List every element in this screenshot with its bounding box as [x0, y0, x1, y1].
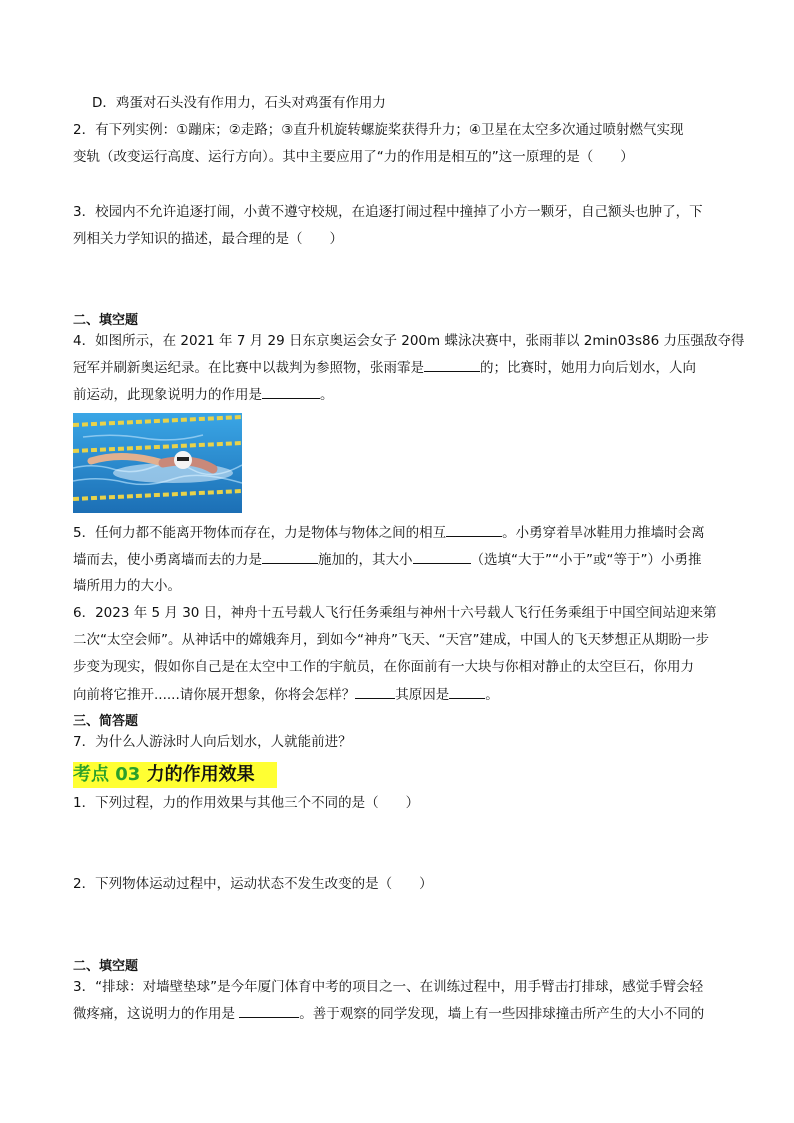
- q2b-stem: 2．下列物体运动过程中，运动状态不发生改变的是（ ）: [73, 876, 433, 892]
- q4-stem-line3: 前运动，此现象说明力的作用是 。: [73, 384, 744, 405]
- q3-stem-line1: 3．校园内不允许追逐打闹，小黄不遵守校规，在追逐打闹过程中撞掉了小方一颗牙，自己额头也肿了，下: [73, 204, 703, 220]
- q6-stem-line3: 步变为现实，假如你自己是在太空中工作的宇航员，在你面前有一大块与你相对静止的太空巨石，你用力: [73, 659, 694, 675]
- answer-blank[interactable]: [262, 384, 320, 399]
- q6-stem-line4: 向前将它推开......请你展开想象，你将会怎样？ 其原因是 。: [73, 684, 744, 705]
- q5-stem-line2: 墙而去，使小勇离墙而去的力是 施加的，其大小 （选填“大于”“小于”或“等于”）小勇推: [73, 549, 744, 570]
- answer-blank[interactable]: [355, 684, 395, 699]
- q5-stem-line1: 5．任何力都不能离开物体而存在，力是物体与物体之间的相互 。小勇穿着旱冰鞋用力推墙时会离: [73, 522, 744, 543]
- topic-title: 力的作用效果: [146, 764, 255, 785]
- swimmer-illustration: [73, 413, 242, 513]
- topic-key: 考点 03: [73, 764, 141, 785]
- answer-blank[interactable]: [424, 357, 480, 372]
- answer-blank[interactable]: [413, 549, 471, 564]
- q2-stem-line1: 2．有下列实例：①蹦床；②走路；③直升机旋转螺旋桨获得升力；④卫星在太空多次通过喷射燃气实现: [73, 122, 684, 138]
- q5-stem-line3: 墙所用力的大小。: [73, 578, 181, 594]
- q3b-stem-line1: 3．“排球：对墙壁垫球”是今年厦门体育中考的项目之一、在训练过程中，用手臂击打排球，感觉手臂会轻: [73, 979, 704, 995]
- q6-stem-line2: 二次“太空会师”。从神话中的嫦娥奔月，到如今“神舟”飞天、“天宫”建成，中国人的飞天梦想正从期盼一步: [73, 632, 709, 648]
- swimmer-butterfly-photo: [73, 413, 242, 513]
- answer-blank[interactable]: [446, 522, 502, 537]
- answer-blank[interactable]: [239, 1003, 299, 1018]
- q1b-stem: 1．下列过程，力的作用效果与其他三个不同的是（ ）: [73, 795, 420, 811]
- section-fill-blank: 二、填空题: [73, 313, 139, 328]
- q1-option-d: D．鸡蛋对石头没有作用力，石头对鸡蛋有作用力: [92, 95, 386, 111]
- q4-stem-line2: 冠军并刷新奥运纪录。在比赛中以裁判为参照物，张雨霏是 的；比赛时，她用力向后划水，人向: [73, 357, 744, 378]
- section-short-answer: 三、简答题: [73, 714, 139, 729]
- section-fill-blank-2: 二、填空题: [73, 959, 139, 974]
- q6-stem-line1: 6．2023 年 5 月 30 日，神舟十五号载人飞行任务乘组与神州十六号载人飞行任务乘组于中国空间站迎来第: [73, 605, 717, 621]
- q4-stem-line1: 4．如图所示，在 2021 年 7 月 29 日东京奥运会女子 200m 蝶泳决赛中，张雨菲以 2min03s86 力压强敌夺得: [73, 333, 744, 349]
- topic-heading: [73, 762, 277, 788]
- q2-stem-line2: 变轨（改变运行高度、运行方向）。其中主要应用了“力的作用是相互的”这一原理的是（ ）: [73, 149, 634, 165]
- q3-stem-line2: 列相关力学知识的描述，最合理的是（ ）: [73, 231, 343, 247]
- q7-stem: 7．为什么人游泳时人向后划水，人就能前进？: [73, 734, 352, 750]
- answer-blank[interactable]: [262, 549, 318, 564]
- answer-blank[interactable]: [449, 684, 485, 699]
- q3b-stem-line2: 微疼痛，这说明力的作用是 。善于观察的同学发现，墙上有一些因排球撞击所产生的大小不同的: [73, 1003, 744, 1024]
